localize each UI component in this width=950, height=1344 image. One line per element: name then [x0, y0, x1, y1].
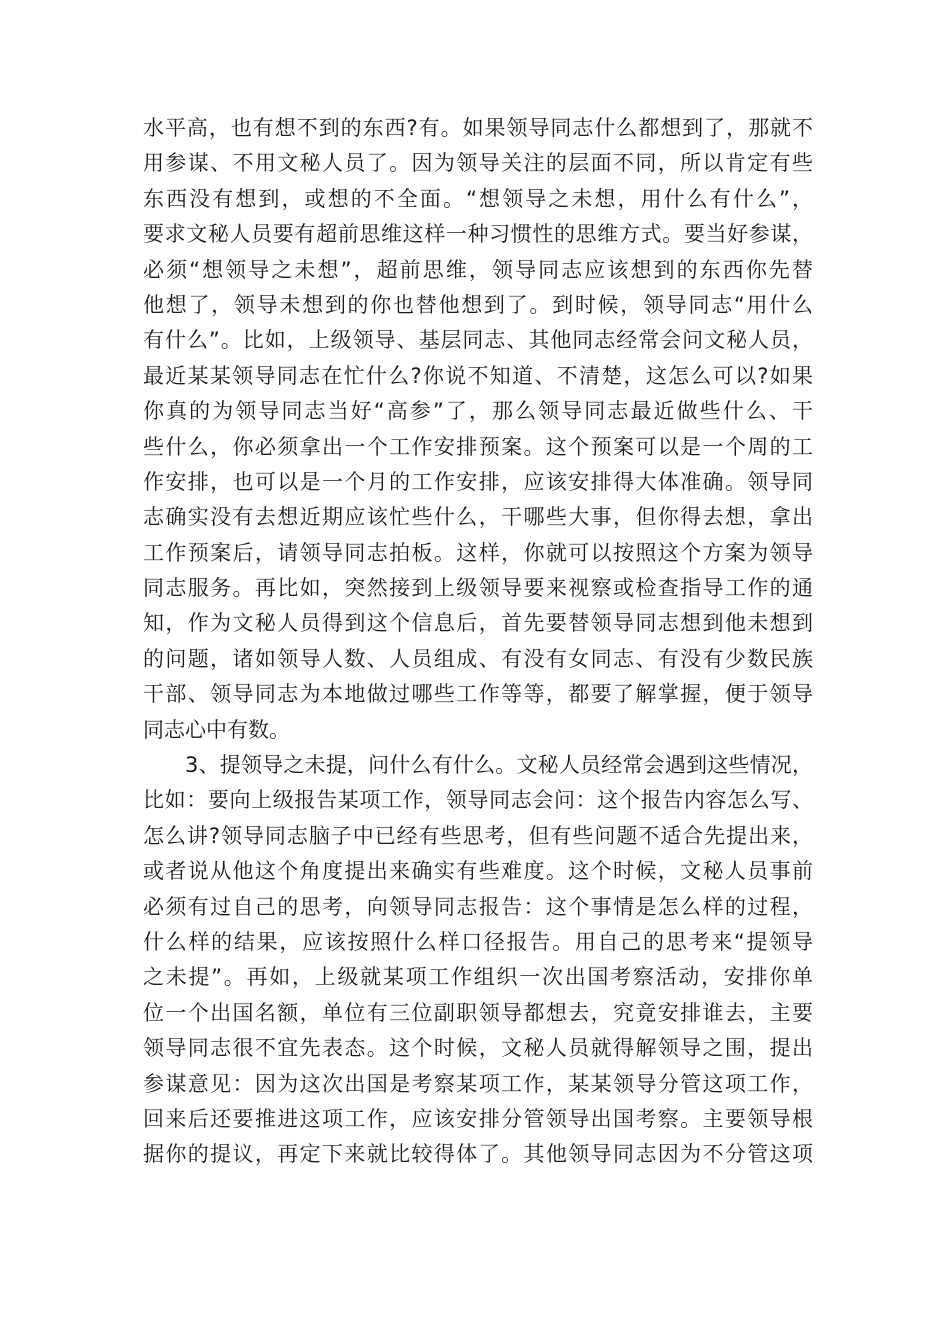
text-line: 志确实没有去想近期应该忙些什么，干哪些大事，但你得去想，拿出 [143, 505, 813, 530]
text-line: 位一个出国名额，单位有三位副职领导都想去，究竟安排谁去，主要 [143, 1000, 813, 1025]
text-line: 回来后还要推进这项工作，应该安排分管领导出国考察。主要领导根 [143, 1106, 813, 1131]
text-line: 工作预案后，请领导同志拍板。这样，你就可以按照这个方案为领导 [143, 540, 813, 565]
text-line: 知，作为文秘人员得到这个信息后，首先要替领导同志想到他未想到 [143, 611, 813, 636]
text-line: 之未提”。再如，上级就某项工作组织一次出国考察活动，安排你单 [143, 965, 813, 990]
text-line: 的问题，诸如领导人数、人员组成、有没有女同志、有没有少数民族 [143, 646, 813, 671]
text-line: 参谋意见：因为这次出国是考察某项工作，某某领导分管这项工作， [143, 1071, 813, 1096]
text-line: 比如：要向上级报告某项工作，领导同志会问：这个报告内容怎么写、 [143, 788, 813, 813]
text-line: 据你的提议，再定下来就比较得体了。其他领导同志因为不分管这项 [143, 1142, 813, 1167]
text-line: 东西没有想到，或想的不全面。“想领导之未想，用什么有什么”， [143, 186, 813, 211]
text-line: 你真的为领导同志当好“高参”了，那么领导同志最近做些什么、干 [143, 399, 813, 424]
paragraph-end-line: 同志心中有数。 [143, 717, 290, 742]
text-line: 有什么”。比如，上级领导、基层同志、其他同志经常会问文秘人员， [143, 328, 813, 353]
text-line: 干部、领导同志为本地做过哪些工作等等，都要了解掌握，便于领导 [143, 682, 813, 707]
text-line: 他想了，领导未想到的你也替他想到了。到时候，领导同志“用什么 [143, 292, 813, 317]
text-line: 同志服务。再比如，突然接到上级领导要来视察或检查指导工作的通 [143, 576, 813, 601]
text-line: 些什么，你必须拿出一个工作安排预案。这个预案可以是一个周的工 [143, 434, 813, 459]
text-line: 作安排，也可以是一个月的工作安排，应该安排得大体准确。领导同 [143, 469, 813, 494]
text-line: 用参谋、不用文秘人员了。因为领导关注的层面不同，所以肯定有些 [143, 151, 813, 176]
text-line: 什么样的结果，应该按照什么样口径报告。用自己的思考来“提领导 [143, 929, 813, 954]
body-text [143, 111, 813, 1173]
text-line: 怎么讲?领导同志脑子中已经有些思考，但有些问题不适合先提出来， [143, 823, 813, 848]
text-line: 或者说从他这个角度提出来确实有些难度。这个时候，文秘人员事前 [143, 859, 813, 884]
paragraph-first-line: 3、提领导之未提，问什么有什么。文秘人员经常会遇到这些情况， [185, 753, 813, 778]
text-line: 必须“想领导之未想”，超前思维，领导同志应该想到的东西你先替 [143, 257, 813, 282]
text-line: 领导同志很不宜先表态。这个时候，文秘人员就得解领导之围，提出 [143, 1036, 813, 1061]
text-line: 必须有过自己的思考，向领导同志报告：这个事情是怎么样的过程， [143, 894, 813, 919]
text-line: 水平高，也有想不到的东西?有。如果领导同志什么都想到了，那就不 [143, 116, 813, 140]
text-line: 要求文秘人员要有超前思维这样一种习惯性的思维方式。要当好参谋， [143, 222, 813, 247]
text-line: 最近某某领导同志在忙什么?你说不知道、不清楚，这怎么可以?如果 [143, 363, 813, 388]
